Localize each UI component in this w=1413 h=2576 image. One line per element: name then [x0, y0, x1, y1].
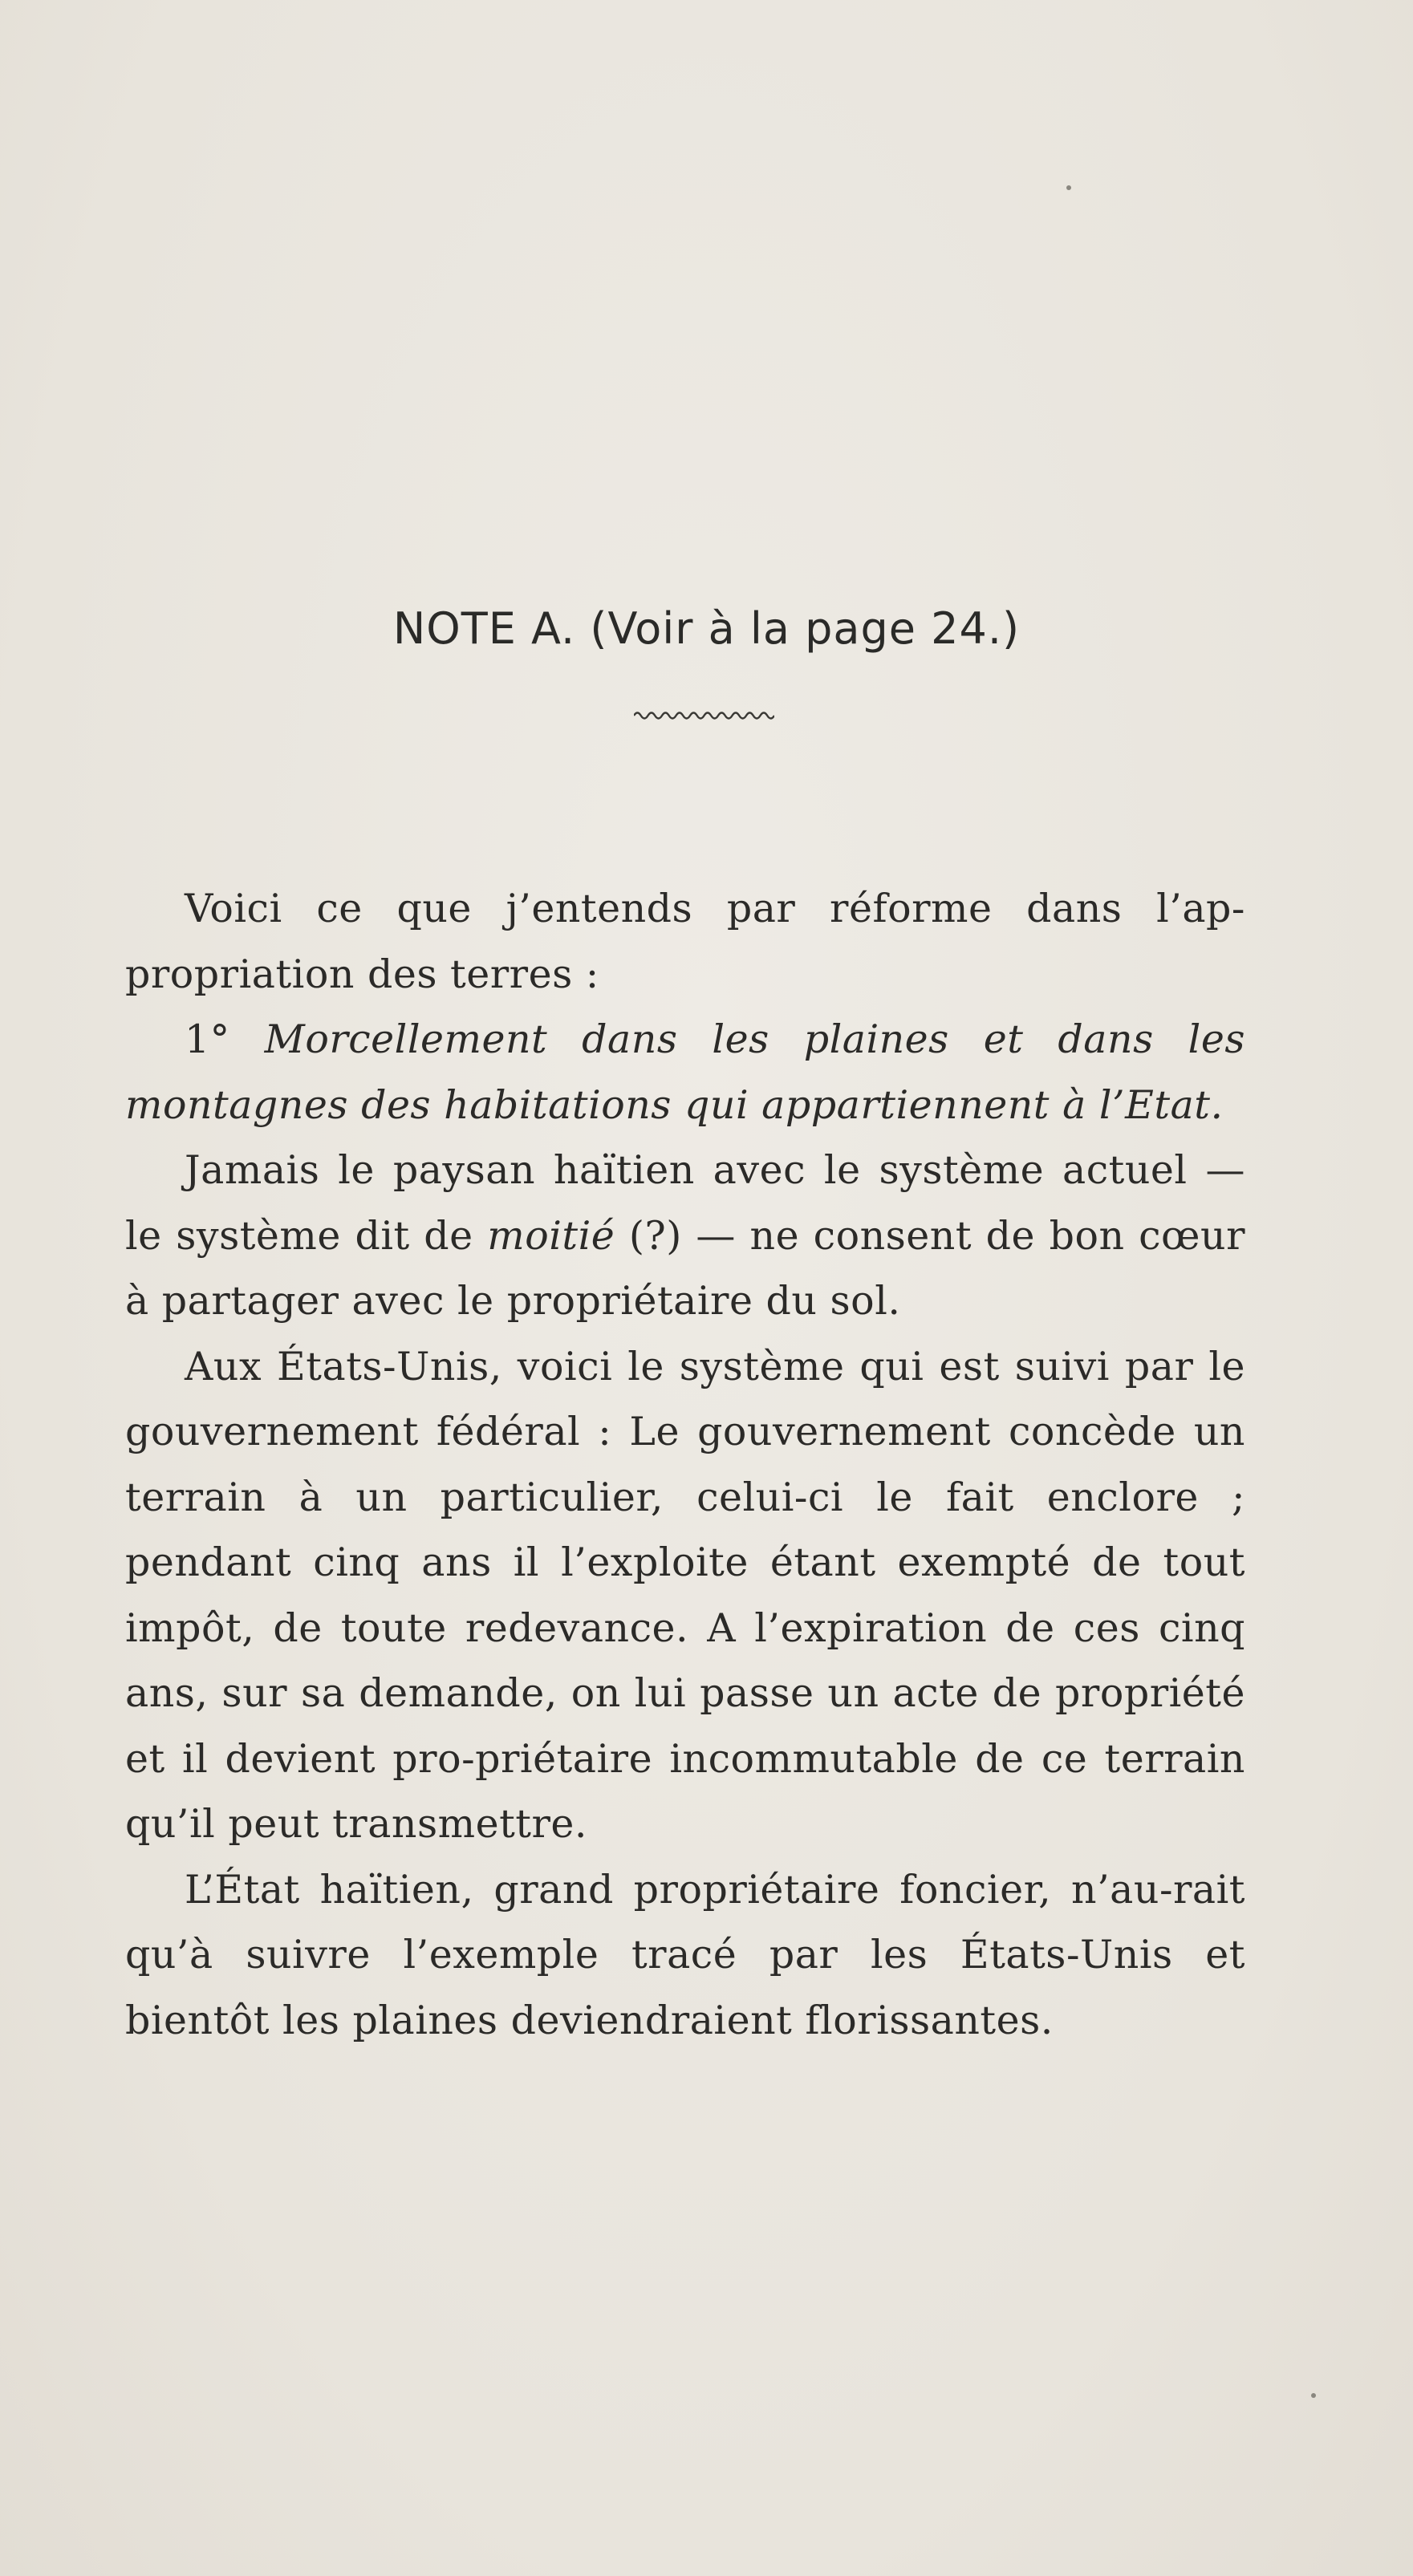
paper-speck	[1311, 2393, 1316, 2398]
decorative-wave-ornament	[634, 710, 774, 721]
paragraph-etats-unis: Aux États-Unis, voici le système qui est suivi par le gouvernement fédéral : Le gouvernement concède un terrain à un particulier, celui-ci le fait enclore ; pendant cinq ans il l’exploite étant exempté de tout impôt, de toute redevance. A l’expiration de ces cinq ans, sur sa demande, on lui passe un acte de propriété et il devient pro-priétaire incommutable de ce terrain qu’il peut transmettre.	[125, 1343, 1245, 1847]
point-number: 1°	[185, 1016, 265, 1062]
note-body	[125, 876, 1245, 2053]
paragraph-paysan	[125, 1138, 1245, 1334]
paper-speck	[1066, 185, 1071, 190]
note-heading: NOTE A. (Voir à la page 24.)	[392, 603, 1021, 654]
paragraph-point-1	[125, 1007, 1245, 1138]
paragraph-etat-haitien: L’État haïtien, grand propriétaire foncier, n’au-rait qu’à suivre l’exemple tracé par les États-Unis et bientôt les plaines deviendraient florissantes.	[125, 1866, 1245, 2043]
paysan-text-end: (?) — ne consent de bon cœur à partager avec le propriétaire du sol.	[125, 1212, 1245, 1324]
paragraph-intro: Voici ce que j’entends par réforme dans l’ap-propriation des terres :	[125, 886, 1245, 997]
point-1-text: Morcellement dans les plaines et dans les montagnes des habitations qui appartiennent à l’Etat.	[125, 1016, 1245, 1128]
moitie-term: moitié	[487, 1212, 615, 1259]
paysan-text-start: Jamais le paysan haïtien avec le système actuel — le système dit de	[125, 1147, 1245, 1259]
